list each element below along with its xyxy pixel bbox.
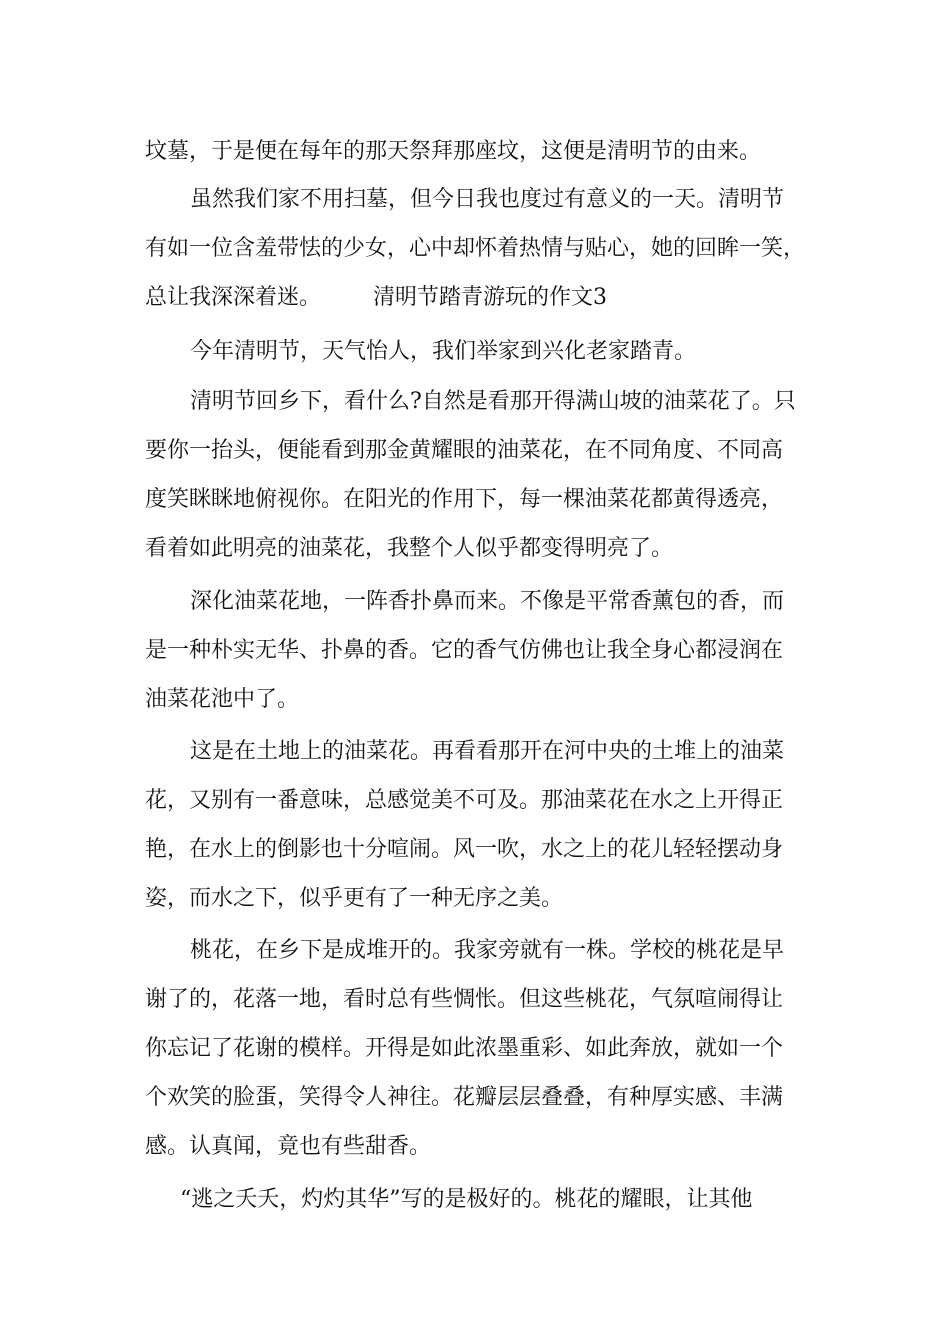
text-line: 油菜花池中了。 — [145, 687, 300, 712]
text-line: 谢了的，花落一地，看时总有些惆怅。但这些桃花，气氛喧闹得让 — [145, 987, 784, 1012]
text-line: 桃花，在乡下是成堆开的。我家旁就有一株。学校的桃花是早 — [190, 938, 785, 963]
text-line: 要你一抬头，便能看到那金黄耀眼的油菜花，在不同角度、不同高 — [145, 438, 784, 463]
text-line: 有如一位含羞带怯的少女，心中却怀着热情与贴心，她的回眸一笑， — [145, 236, 806, 261]
text-line: 这是在土地上的油菜花。再看看那开在河中央的土堆上的油菜 — [190, 739, 785, 764]
text-line: 虽然我们家不用扫墓，但今日我也度过有意义的一天。清明节 — [190, 187, 785, 212]
text-line: 度笑眯眯地俯视你。在阳光的作用下，每一棵油菜花都黄得透亮， — [145, 487, 784, 512]
text-line: 坟墓，于是便在每年的那天祭拜那座坟，这便是清明节的由来。 — [145, 139, 762, 164]
section-title: 清明节踏青游玩的作文3 — [373, 285, 608, 310]
text-line: 艳，在水上的倒影也十分喧闹。风一吹，水之上的花儿轻轻摆动身 — [145, 837, 784, 862]
text-line — [145, 283, 607, 313]
text-line: 清明节回乡下，看什么?自然是看那开得满山坡的油菜花了。只 — [190, 389, 796, 414]
text-line: 花，又别有一番意味，总感觉美不可及。那油菜花在水之上开得正 — [145, 788, 784, 813]
text-line: 是一种朴实无华、扑鼻的香。它的香气仿佛也让我全身心都浸润在 — [145, 638, 784, 663]
text-line: “逃之夭夭，灼灼其华”写的是极好的。桃花的耀眼，让其他 — [180, 1187, 753, 1212]
text-fragment: 总让我深深着迷。 — [145, 285, 322, 310]
text-line: 今年清明节，天气怡人，我们举家到兴化老家踏青。 — [190, 339, 697, 364]
text-line: 看着如此明亮的油菜花，我整个人似乎都变得明亮了。 — [145, 536, 674, 561]
text-line: 姿，而水之下，似乎更有了一种无序之美。 — [145, 886, 564, 911]
text-line: 感。认真闻，竟也有些甜香。 — [145, 1134, 432, 1159]
text-line: 深化油菜花地，一阵香扑鼻而来。不像是平常香薰包的香，而 — [190, 589, 785, 614]
text-line: 你忘记了花谢的模样。开得是如此浓墨重彩、如此奔放，就如一个 — [145, 1036, 784, 1061]
text-line: 个欢笑的脸蛋，笑得令人神往。花瓣层层叠叠，有种厚实感、丰满 — [145, 1085, 784, 1110]
